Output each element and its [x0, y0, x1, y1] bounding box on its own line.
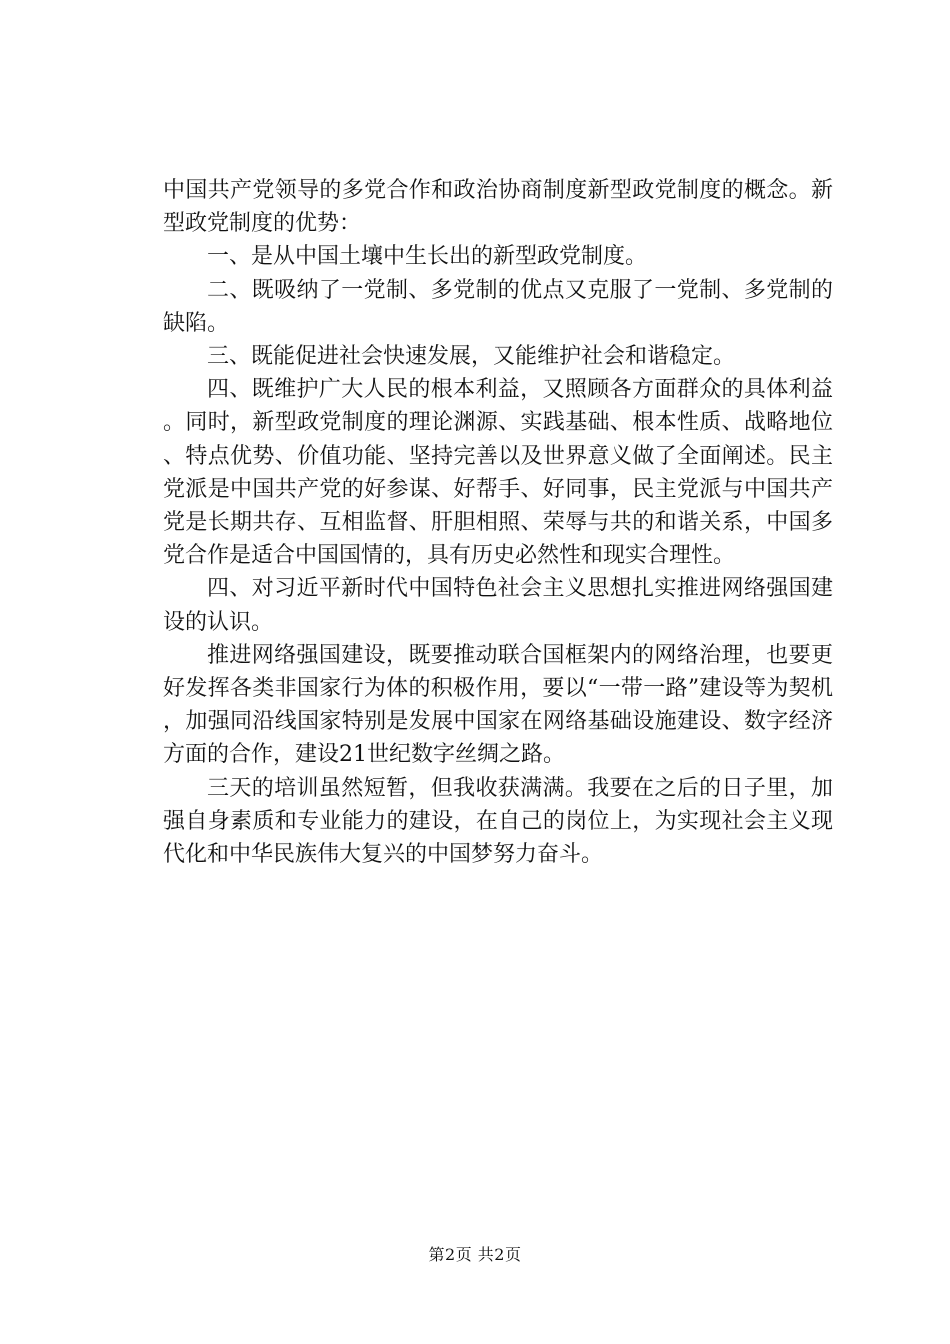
- paragraph-network-body: 推进网络强国建设，既要推动联合国框架内的网络治理，也要更好发挥各类非国家行为体的积极作用，要以“一带一路”建设等为契机，加强同沿线国家特别是发展中国家在网络基础设施建设、数字经济方面的合作，建设21世纪数字丝绸之路。: [163, 642, 833, 768]
- paragraph-network-heading: 四、对习近平新时代中国特色社会主义思想扎实推进网络强国建设的认识。: [163, 576, 833, 635]
- paragraph-conclusion: 三天的培训虽然短暂，但我收获满满。我要在之后的日子里，加强自身素质和专业能力的建设，在自己的岗位上，为实现社会主义现代化和中华民族伟大复兴的中国梦努力奋斗。: [163, 775, 833, 868]
- page-number-footer: 第2页 共2页: [428, 1245, 522, 1264]
- paragraph-advantage-3: 三、既能促进社会快速发展，又能维护社会和谐稳定。: [207, 344, 736, 370]
- paragraph-advantage-1: 一、是从中国土壤中生长出的新型政党制度。: [207, 244, 648, 270]
- paragraph-advantage-2: 二、既吸纳了一党制、多党制的优点又克服了一党制、多党制的缺陷。: [163, 277, 833, 336]
- paragraph-intro: 中国共产党领导的多党合作和政治协商制度新型政党制度的概念。新型政党制度的优势：: [163, 178, 833, 237]
- document-body: [163, 174, 833, 871]
- paragraph-advantage-4: 四、既维护广大人民的根本利益，又照顾各方面群众的具体利益。同时，新型政党制度的理论渊源、实践基础、根本性质、战略地位、特点优势、价值功能、坚持完善以及世界意义做了全面阐述。民主党派是中国共产党的好参谋、好帮手、好同事，民主党派与中国共产党是长期共存、互相监督、肝胆相照、荣辱与共的和谐关系，中国多党合作是适合中国国情的，具有历史必然性和现实合理性。: [163, 377, 833, 569]
